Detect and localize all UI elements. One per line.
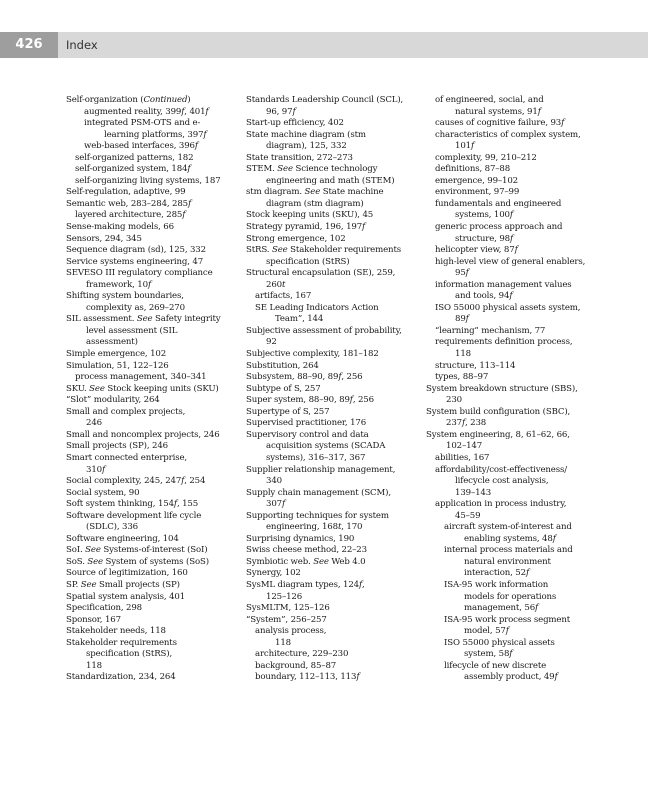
index-entry: aircraft system-of-interest and enabling systems, 48f — [444, 522, 572, 544]
index-entry: characteristics of complex system, 101f — [435, 129, 581, 152]
index-entry: Supporting techniques for system engineering, 168t, 170 — [246, 510, 389, 533]
index-entry: layered architecture, 285f — [75, 210, 186, 221]
index-entry: Sensors, 294, 345 — [66, 233, 142, 244]
index-entry: STEM. See Science technology engineering and math (STEM) — [246, 164, 395, 186]
index-entry: application in process industry, 45–59 — [435, 499, 567, 521]
index-entry: SysMLTM, 125–126 — [246, 603, 330, 614]
index-entry: Subtype of S, 257 — [246, 383, 321, 394]
index-entry: structure, 113–114 — [435, 360, 516, 371]
index-entry: self-organizing living systems, 187 — [75, 175, 221, 186]
index-entry: Sequence diagram (sd), 125, 332 — [66, 245, 206, 256]
index-entry: ISO 55000 physical assets system, 58f — [444, 637, 555, 660]
index-entry: abilities, 167 — [435, 452, 490, 463]
page-number: 426 — [0, 32, 58, 58]
index-entry: Source of legitimization, 160 — [66, 568, 188, 579]
section-title: Index — [66, 38, 98, 52]
index-entry: “learning” mechanism, 77 — [435, 325, 546, 336]
index-entry: System build configuration (SBC), 237f, 238 — [426, 406, 571, 429]
index-entry: ISA-95 work information models for operations management, 56f — [444, 579, 557, 614]
index-entry: complexity, 99, 210–212 — [435, 152, 537, 163]
index-entry: Spatial system analysis, 401 — [66, 591, 186, 602]
index-entry: Standards Leadership Council (SCL), 96, 97f — [246, 95, 404, 117]
index-entry: internal process materials and natural environment interaction, 52f — [444, 545, 573, 579]
index-entry: of engineered, social, and natural systems, 91f — [435, 95, 544, 117]
index-entry: Software engineering, 104 — [66, 533, 179, 544]
index-entry: Swiss cheese method, 22–23 — [246, 545, 367, 556]
index-entry: Stock keeping units (SKU), 45 — [246, 210, 374, 221]
index-entry: Specification, 298 — [66, 603, 142, 614]
index-entry: artifacts, 167 — [255, 291, 312, 302]
index-entry: Simulation, 51, 122–126 — [66, 360, 169, 371]
index-entry: StRS. See Stakeholder requirements specification (StRS) — [246, 245, 402, 267]
index-entry: lifecycle of new discrete assembly product, 49f — [444, 660, 558, 683]
index-entry: types, 88–97 — [435, 372, 489, 383]
index-entry: architecture, 229–230 — [255, 649, 349, 660]
index-entry: Strong emergence, 102 — [246, 233, 346, 244]
index-entry: SP. See Small projects (SP) — [66, 579, 180, 590]
index-entry: Social system, 90 — [66, 487, 140, 498]
index-entry: ISA-95 work process segment model, 57f — [444, 614, 571, 637]
index-entry: self-organized patterns, 182 — [75, 152, 194, 163]
index-entry: causes of cognitive failure, 93f — [435, 118, 565, 129]
index-entry: “Slot” modularity, 264 — [66, 395, 160, 406]
index-entry: Stakeholder needs, 118 — [66, 626, 166, 637]
index-entry: State transition, 272–273 — [246, 152, 353, 163]
index-column-1 — [66, 95, 238, 684]
index-entry: affordability/cost-effectiveness/ lifecycle cost analysis, 139–143 — [435, 464, 567, 498]
index-entry: Surprising dynamics, 190 — [246, 533, 355, 544]
index-entry: Start-up efficiency, 402 — [246, 118, 344, 129]
index-entry: self-organized system, 184f — [75, 164, 191, 175]
index-entry: Supplier relationship management, 340 — [246, 464, 396, 487]
index-entry: Social complexity, 245, 247f, 254 — [66, 476, 206, 487]
index-entry: fundamentals and engineered systems, 100f — [435, 198, 562, 221]
index-entry: SoS. See System of systems (SoS) — [66, 556, 209, 567]
index-entry: Subsystem, 88–90, 89f, 256 — [246, 372, 363, 383]
index-entry: Simple emergence, 102 — [66, 349, 167, 360]
index-entry: “System”, 256–257 — [246, 614, 327, 625]
index-entry: stm diagram. See State machine diagram (stm diagram) — [246, 187, 384, 209]
index-entry: information management values and tools, 94f — [435, 279, 572, 302]
index-entry: SoI. See Systems-of-interest (SoI) — [66, 545, 208, 556]
index-entry: Stakeholder requirements specification (StRS), 118 — [66, 637, 177, 671]
index-entry: Supertype of S, 257 — [246, 406, 330, 417]
index-entry: Strategy pyramid, 196, 197f — [246, 222, 366, 233]
index-entry: Synergy, 102 — [246, 568, 301, 579]
index-entry: SKU. See Stock keeping units (SKU) — [66, 383, 219, 394]
index-entry: Small projects (SP), 246 — [66, 441, 168, 452]
index-entry: Super system, 88–90, 89f, 256 — [246, 395, 374, 406]
index-entry: SysML diagram types, 124f, 125–126 — [246, 579, 365, 602]
index-entry: boundary, 112–113, 113f — [255, 672, 360, 683]
index-entry: emergence, 99–102 — [435, 175, 518, 186]
index-entry: high-level view of general enablers, 95f — [435, 256, 586, 279]
index-entry: Self-regulation, adaptive, 99 — [66, 187, 186, 198]
index-entry: SIL assessment. See Safety integrity level assessment (SIL assessment) — [66, 314, 221, 348]
index-entry: generic process approach and structure, 98f — [435, 222, 563, 244]
index-entry: Sense-making models, 66 — [66, 222, 174, 233]
index-entry: Small and complex projects, 246 — [66, 406, 186, 429]
index-entry: Smart connected enterprise, 310f — [66, 452, 187, 475]
index-entry: Standardization, 234, 264 — [66, 672, 176, 683]
index-entry: augmented reality, 399f, 401f — [84, 106, 209, 117]
index-entry: web-based interfaces, 396f — [84, 141, 198, 152]
running-header — [0, 32, 648, 58]
index-entry: Shifting system boundaries, complexity as, 269–270 — [66, 291, 185, 313]
index-entry: Subjective assessment of probability, 92 — [246, 325, 402, 348]
index-column-3 — [426, 95, 604, 684]
index-entry: process management, 340–341 — [75, 372, 207, 383]
index-entry: Semantic web, 283–284, 285f — [66, 198, 192, 209]
index-entry: Subjective complexity, 181–182 — [246, 349, 379, 360]
index-entry: Supervisory control and data acquisition systems (SCADA systems), 316–317, 367 — [246, 429, 386, 463]
index-entry: requirements definition process, 118 — [435, 337, 573, 360]
index-entry: analysis process, 118 — [255, 626, 327, 648]
index-entry: Sponsor, 167 — [66, 614, 121, 625]
index-entry: Software development life cycle (SDLC), 336 — [66, 510, 202, 533]
index-entry: environment, 97–99 — [435, 187, 520, 198]
index-entry: Symbiotic web. See Web 4.0 — [246, 556, 366, 567]
index-entry: State machine diagram (stm diagram), 125, 332 — [246, 129, 366, 152]
index-entry: SEVESO III regulatory compliance framework, 10f — [66, 268, 213, 290]
index-entry: Self-organization (Continued) — [66, 95, 191, 105]
index-entry: Small and noncomplex projects, 246 — [66, 429, 220, 440]
index-entry: System breakdown structure (SBS), 230 — [426, 383, 578, 406]
index-entry: Substitution, 264 — [246, 360, 319, 371]
index-entry: background, 85–87 — [255, 660, 337, 671]
index-entry: Supply chain management (SCM), 307f — [246, 487, 391, 510]
index-entry: ISO 55000 physical assets system, 89f — [435, 302, 581, 325]
index-entry: definitions, 87–88 — [435, 164, 511, 175]
index-entry: Supervised practitioner, 176 — [246, 418, 367, 429]
index-column-2 — [246, 95, 422, 684]
index-entry: integrated PSM-OTS and e- learning platforms, 397f — [84, 118, 207, 140]
index-entry: SE Leading Indicators Action Team”, 144 — [255, 302, 379, 325]
index-entry: Structural encapsulation (SE), 259, 260t — [246, 268, 396, 290]
index-entry: Soft system thinking, 154f, 155 — [66, 499, 199, 510]
index-entry: System engineering, 8, 61–62, 66, 102–147 — [426, 429, 570, 452]
index-entry: helicopter view, 87f — [435, 245, 518, 256]
index-entry: Service systems engineering, 47 — [66, 256, 204, 267]
